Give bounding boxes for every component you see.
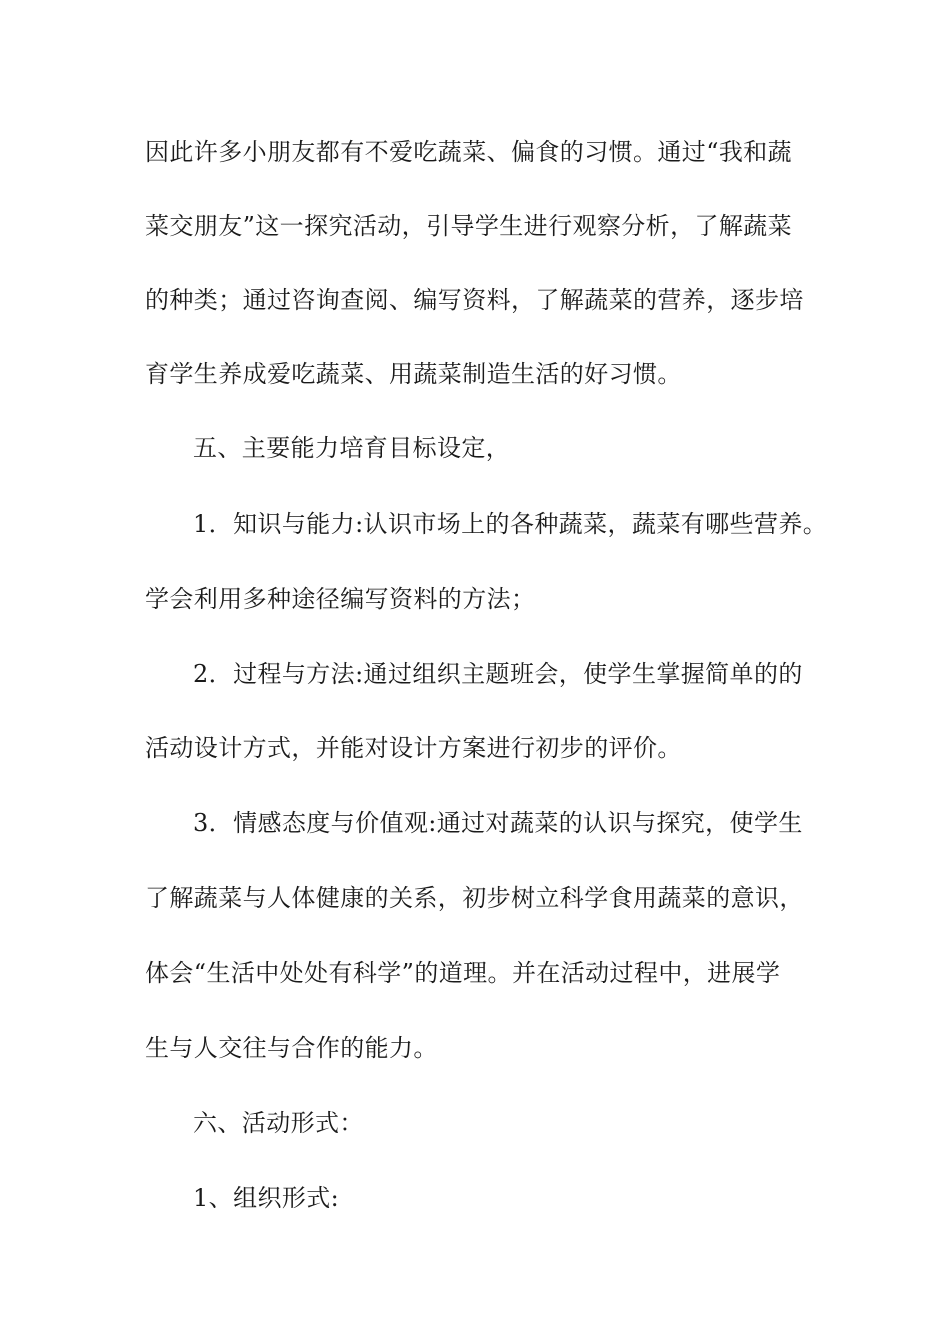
paragraph-line: 学会利用多种途径编写资料的方法； (145, 585, 536, 613)
paragraph-line: 因此许多小朋友都有不爱吃蔬菜、偏食的习惯。通过“我和蔬 (145, 138, 793, 166)
paragraph-line: 活动设计方式，并能对设计方案进行初步的评价。 (145, 734, 682, 762)
list-item: 1．知识与能力:认识市场上的各种蔬菜，蔬菜有哪些营养。 (193, 510, 828, 538)
paragraph-line: 了解蔬菜与人体健康的关系，初步树立科学食用蔬菜的意识， (145, 884, 804, 912)
list-item: 3．情感态度与价值观:通过对蔬菜的认识与探究，使学生 (193, 809, 803, 837)
section-heading: 五、主要能力培育目标设定， (193, 434, 511, 462)
paragraph-line: 菜交朋友”这一探究活动，引导学生进行观察分析，了解蔬菜 (145, 212, 793, 240)
paragraph-line: 体会“生活中处处有科学”的道理。并在活动过程中，进展学 (145, 959, 781, 987)
paragraph-line: 生与人交往与合作的能力。 (145, 1034, 438, 1062)
list-item: 2．过程与方法:通过组织主题班会，使学生掌握简单的的 (193, 660, 803, 688)
section-heading: 六、活动形式： (193, 1109, 364, 1137)
paragraph-line: 育学生养成爱吃蔬菜、用蔬菜制造生活的好习惯。 (145, 360, 682, 388)
paragraph-line: 的种类；通过咨询查阅、编写资料，了解蔬菜的营养，逐步培 (145, 286, 804, 314)
list-item: 1、组织形式: (193, 1184, 340, 1212)
